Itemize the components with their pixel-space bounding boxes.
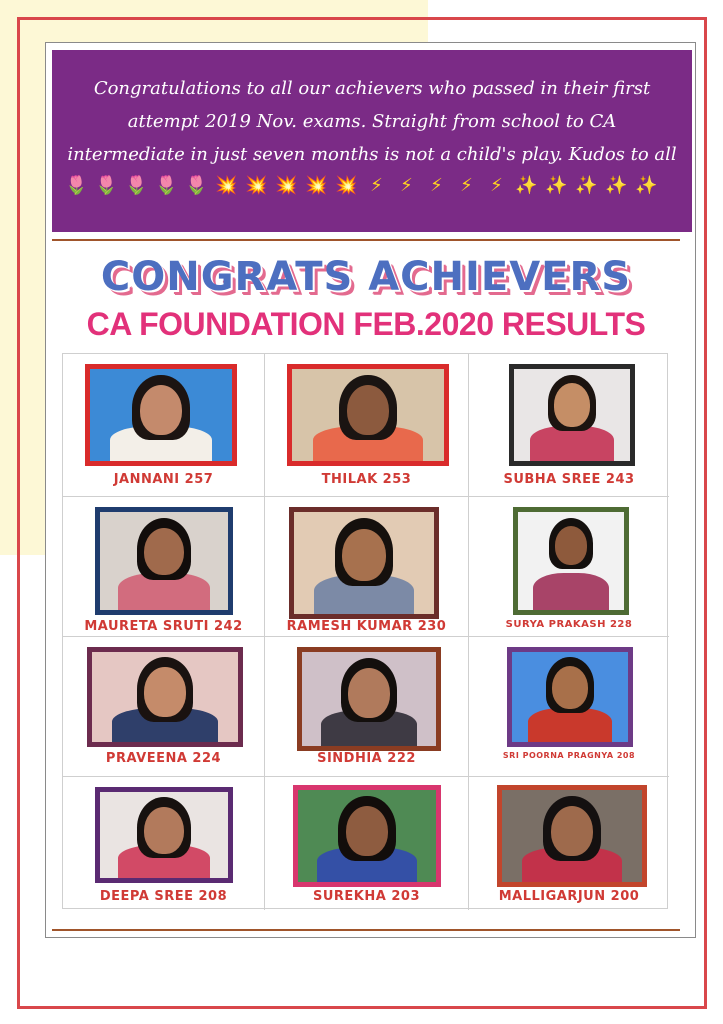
achiever-name: RAMESH KUMAR 230 [286, 619, 447, 634]
emoji-row [0, 175, 723, 197]
achiever-card [469, 497, 669, 637]
banner-line-3: intermediate in just seven months is not a child's play. Kudos to all [67, 144, 677, 165]
burst-icon: 💥 [215, 175, 238, 196]
achiever-card [265, 497, 469, 637]
achiever-photo [85, 364, 237, 466]
achiever-card [265, 637, 469, 777]
lightning-icon: ⚡ [490, 175, 503, 196]
congratulations-banner [52, 50, 692, 232]
achiever-photo [507, 647, 633, 747]
achiever-card [265, 777, 469, 910]
achiever-photo [513, 507, 629, 615]
achiever-photo [293, 785, 441, 887]
burst-icon: 💥 [245, 175, 268, 196]
flower-icon: 🌷 [155, 175, 178, 196]
lightning-icon: ⚡ [400, 175, 413, 196]
burst-icon: 💥 [305, 175, 328, 196]
achiever-card [469, 354, 669, 497]
achiever-card [469, 777, 669, 910]
achiever-name: SINDHIA 222 [317, 751, 416, 766]
achiever-name: MAURETA SRUTI 242 [84, 619, 243, 634]
sparkle-icon: ✨ [635, 175, 658, 196]
achiever-photo [95, 507, 233, 615]
flower-icon: 🌷 [95, 175, 118, 196]
sparkle-icon: ✨ [515, 175, 538, 196]
flower-icon: 🌷 [65, 175, 88, 196]
achiever-photo [497, 785, 647, 887]
achiever-card [63, 354, 265, 497]
achiever-name: THILAK 253 [321, 472, 412, 487]
achievers-grid [62, 353, 668, 909]
banner-line-2: attempt 2019 Nov. exams. Straight from school to CA [127, 111, 617, 132]
achiever-name: SURYA PRAKASH 228 [505, 619, 633, 630]
sparkle-icon: ✨ [575, 175, 598, 196]
achiever-card [265, 354, 469, 497]
flower-icon: 🌷 [185, 175, 208, 196]
achiever-card [63, 497, 265, 637]
divider-bottom [52, 929, 680, 931]
achiever-card [63, 777, 265, 910]
congrats-heading: CONGRATS ACHIEVERS [100, 254, 632, 300]
achiever-card [63, 637, 265, 777]
achiever-photo [87, 647, 243, 747]
banner-message [52, 72, 692, 171]
flower-icon: 🌷 [125, 175, 148, 196]
banner-line-1: Congratulations to all our achievers who passed in their first [93, 78, 651, 99]
sparkle-icon: ✨ [545, 175, 568, 196]
achiever-photo [509, 364, 635, 466]
results-subheading: CA FOUNDATION FEB.2020 RESULTS [86, 306, 646, 342]
lightning-icon: ⚡ [460, 175, 473, 196]
achiever-name: JANNANI 257 [113, 472, 214, 487]
lightning-icon: ⚡ [370, 175, 383, 196]
achiever-name: DEEPA SREE 208 [99, 889, 228, 904]
burst-icon: 💥 [335, 175, 358, 196]
burst-icon: 💥 [275, 175, 298, 196]
achiever-name: SUREKHA 203 [313, 889, 420, 904]
sparkle-icon: ✨ [605, 175, 628, 196]
achiever-name: PRAVEENA 224 [105, 751, 222, 766]
achiever-photo [289, 507, 439, 619]
achiever-name: MALLIGARJUN 200 [498, 889, 640, 904]
achiever-photo [297, 647, 441, 751]
achiever-name: SRI POORNA PRAGNYA 208 [502, 751, 636, 760]
achiever-card [469, 637, 669, 777]
achiever-name: SUBHA SREE 243 [503, 472, 635, 487]
lightning-icon: ⚡ [430, 175, 443, 196]
divider-top [52, 239, 680, 241]
achiever-photo [287, 364, 449, 466]
achiever-photo [95, 787, 233, 883]
